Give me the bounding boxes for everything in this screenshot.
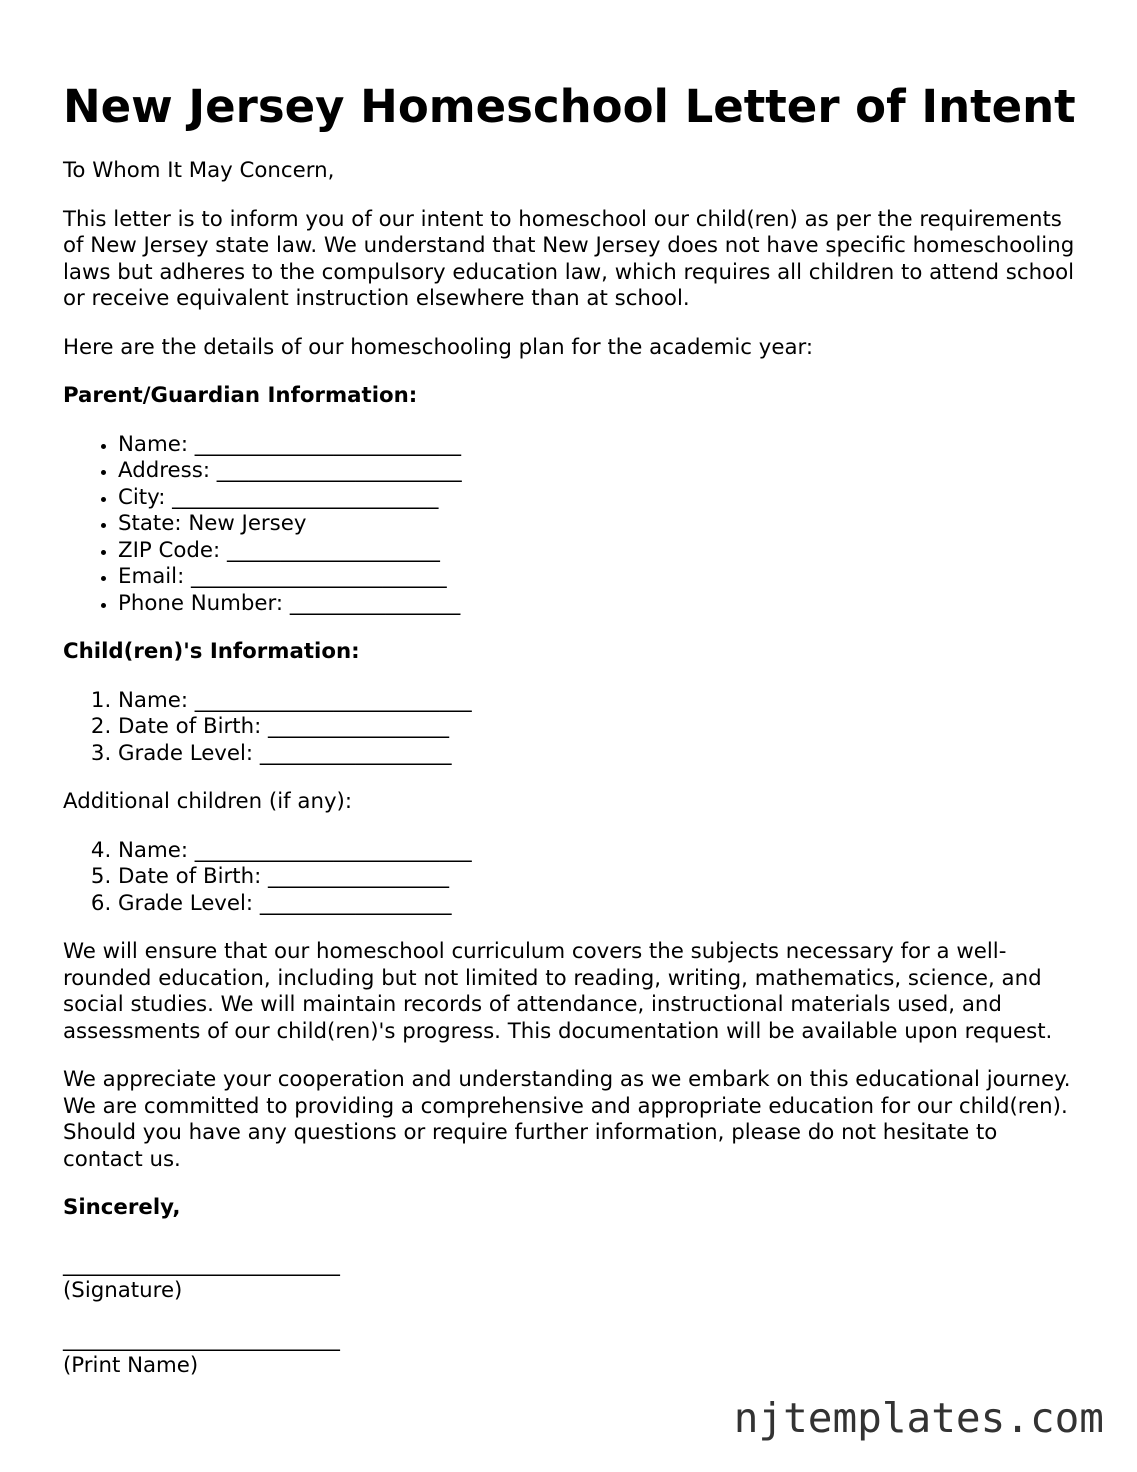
parent-name-field: • Name: _________________________ <box>118 432 1083 459</box>
child-name-field: 1. Name: __________________________ <box>118 688 1083 715</box>
additional-child-name-field: 4. Name: __________________________ <box>118 838 1083 865</box>
parent-email-field: • Email: ________________________ <box>118 564 1083 591</box>
parent-zip-field: • ZIP Code: ____________________ <box>118 538 1083 565</box>
parent-state-field: • State: New Jersey <box>118 511 1083 538</box>
signature-label: (Signature) <box>63 1278 183 1303</box>
intro-paragraph: This letter is to inform you of our intent to homeschool our child(ren) as per the requirements of New Jersey state law. We understand that New Jersey does not have specific homeschooling laws but adheres to the compulsory education law, which requires all children to attend school or receive equivalent instruction elsewhere than at school. <box>63 206 1075 311</box>
signature-block <box>63 1252 1083 1305</box>
print-name-label: (Print Name) <box>63 1353 199 1378</box>
print-name-line: __________________________ <box>63 1326 340 1352</box>
parent-info-list <box>63 432 1083 618</box>
child-section-heading: Child(ren)'s Information: <box>63 639 360 664</box>
sign-off: Sincerely, <box>63 1195 181 1220</box>
parent-city-field: • City: _________________________ <box>118 485 1083 512</box>
details-lead: Here are the details of our homeschooling plan for the academic year: <box>63 334 814 360</box>
closing-paragraph: We appreciate your cooperation and understanding as we embark on this educational journey. We are committed to providing a comprehensive and appropriate education for our child(ren). Should you have any questions or require further information, please do not hesitate to contact us. <box>63 1067 1071 1172</box>
child-dob-field: 2. Date of Birth: _________________ <box>118 714 1083 741</box>
letter-page <box>63 78 1083 1380</box>
watermark-brand: njtemplates.com <box>733 1394 1104 1442</box>
curriculum-paragraph: We will ensure that our homeschool curriculum covers the subjects necessary for a well-rounded education, including but not limited to reading, writing, mathematics, science, and social studies. We will maintain records of attendance, instructional materials used, and assessments of our child(ren)'s progress. This documentation will be available upon request. <box>63 939 1053 1044</box>
parent-address-field: • Address: _______________________ <box>118 458 1083 485</box>
parent-phone-field: • Phone Number: ________________ <box>118 591 1083 618</box>
print-name-block <box>63 1327 1083 1380</box>
document-title: New Jersey Homeschool Letter of Intent <box>63 80 1076 133</box>
additional-child-grade-field: 6. Grade Level: __________________ <box>118 891 1083 918</box>
additional-child-dob-field: 5. Date of Birth: _________________ <box>118 864 1083 891</box>
additional-children-list <box>63 838 1083 918</box>
child-info-list <box>63 688 1083 768</box>
signature-line: __________________________ <box>63 1251 340 1277</box>
additional-children-label: Additional children (if any): <box>63 789 353 814</box>
parent-section-heading: Parent/Guardian Information: <box>63 383 418 408</box>
salutation: To Whom It May Concern, <box>63 158 335 183</box>
child-grade-field: 3. Grade Level: __________________ <box>118 741 1083 768</box>
